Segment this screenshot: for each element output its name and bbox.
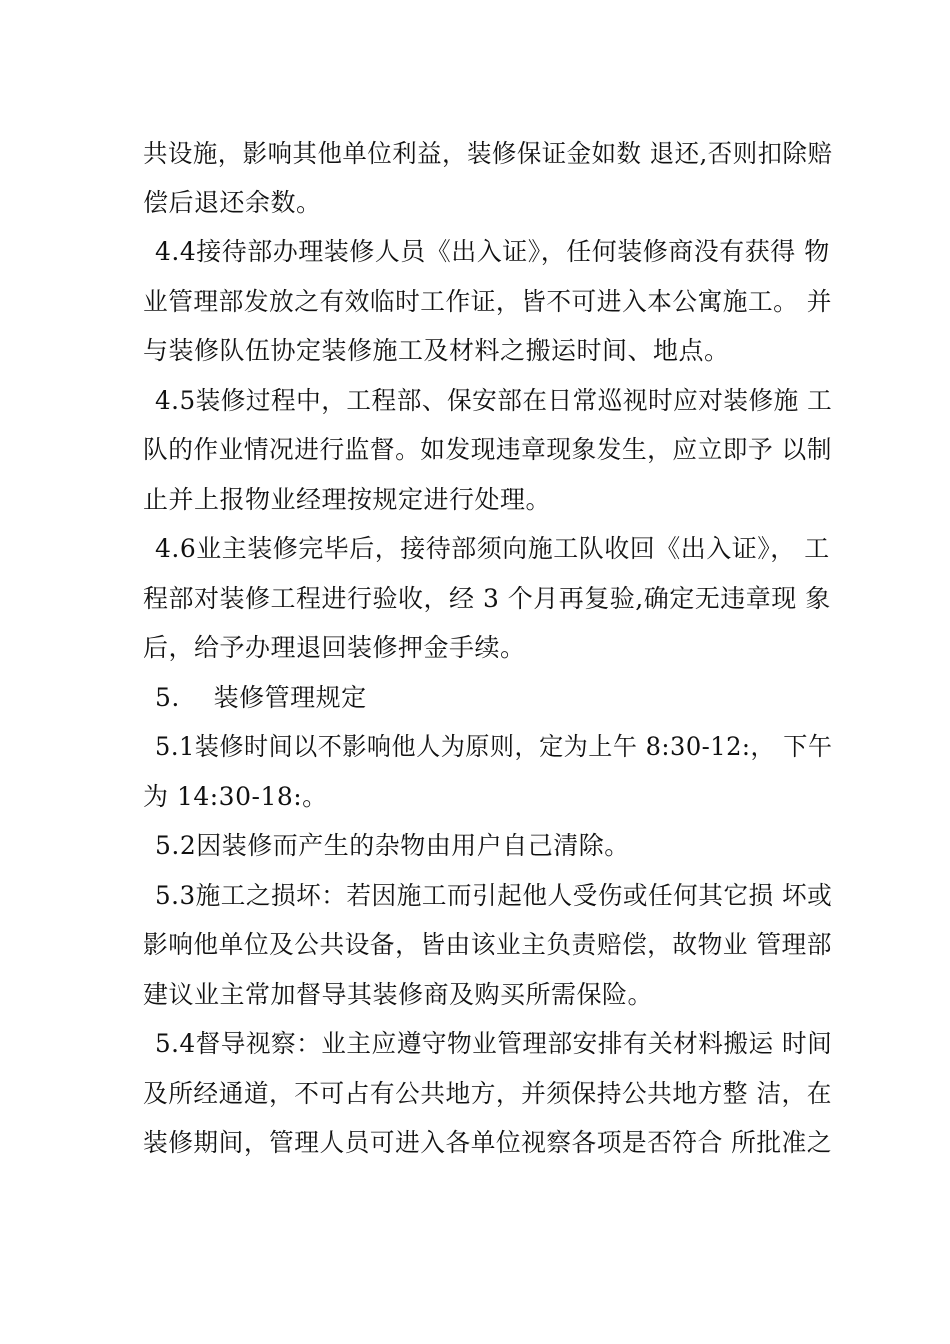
body-text-line: 业管理部发放之有效临时工作证，皆不可进入本公寓施工。 并 bbox=[143, 287, 832, 316]
body-text-line: 共设施，影响其他单位利益，装修保证金如数 退还,否则扣除赔 bbox=[143, 139, 833, 168]
body-text-line: 建议业主常加督导其装修商及购买所需保险。 bbox=[143, 980, 654, 1009]
body-text-line: 偿后退还余数。 bbox=[143, 188, 322, 217]
body-text-line: 影响他单位及公共设备，皆由该业主负责赔偿，故物业 管理部 bbox=[143, 930, 832, 959]
clause-5-3: 5.3施工之损坏：若因施工而引起他人受伤或任何其它损 坏或 bbox=[155, 881, 833, 910]
clause-4-5: 4.5装修过程中，工程部、保安部在日常巡视时应对装修施 工 bbox=[155, 386, 833, 415]
clause-4-6: 4.6业主装修完毕后，接待部须向施工队收回《出入证》， 工 bbox=[155, 534, 830, 563]
body-text-line: 为 14:30-18:。 bbox=[143, 782, 328, 811]
clause-5-1: 5.1装修时间以不影响他人为原则，定为上午 8:30-12:， 下午 bbox=[155, 732, 833, 761]
body-text-line: 与装修队伍协定装修施工及材料之搬运时间、地点。 bbox=[143, 336, 730, 365]
clause-5-4: 5.4督导视察：业主应遵守物业管理部安排有关材料搬运 时间 bbox=[155, 1029, 833, 1058]
clause-4-4: 4.4接待部办理装修人员《出入证》，任何装修商没有获得 物 bbox=[155, 237, 830, 266]
body-text-line: 止并上报物业经理按规定进行处理。 bbox=[143, 485, 552, 514]
body-text-line: 装修期间，管理人员可进入各单位视察各项是否符合 所批准之 bbox=[143, 1128, 832, 1157]
body-text-line: 队的作业情况进行监督。如发现违章现象发生，应立即予 以制 bbox=[143, 435, 832, 464]
body-text-line: 及所经通道，不可占有公共地方，并须保持公共地方整 洁，在 bbox=[143, 1079, 832, 1108]
body-text-line: 程部对装修工程进行验收，经 3 个月再复验,确定无违章现 象 bbox=[143, 584, 831, 613]
body-text-line: 后，给予办理退回装修押金手续。 bbox=[143, 633, 526, 662]
section-heading-5: 5. 装修管理规定 bbox=[155, 683, 367, 712]
clause-5-2: 5.2因装修而产生的杂物由用户自己清除。 bbox=[155, 831, 630, 860]
